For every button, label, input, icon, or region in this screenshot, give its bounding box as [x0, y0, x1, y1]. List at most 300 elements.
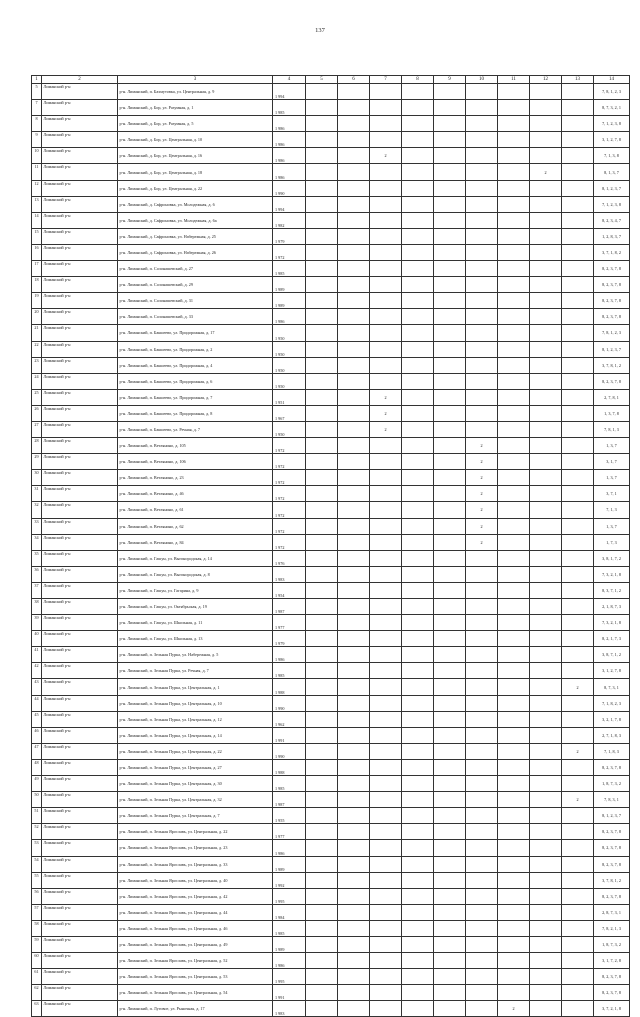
mark-cell-col-6: [338, 438, 370, 454]
mark-cell-col-6: [338, 727, 370, 743]
mark-cell-col-9: [434, 148, 466, 164]
mark-cell-col-8: [402, 550, 434, 566]
address-cell: р-н. Лиманский, д. Бор, ул. Центральная, д. 18: [118, 164, 273, 180]
row-number: 57: [32, 904, 42, 920]
mark-cell-col-5: [306, 196, 338, 212]
work-codes-cell: 1, 8, 7, 3, 2: [594, 936, 630, 952]
mark-cell-col-11: [498, 405, 530, 421]
district-cell: Лиманский р-н: [42, 373, 118, 389]
year-cell: 1 983: [273, 1001, 306, 1017]
mark-cell-col-10: 2: [466, 486, 498, 502]
mark-cell-col-7: [370, 566, 402, 582]
mark-cell-col-9: [434, 647, 466, 663]
mark-cell-col-5: [306, 599, 338, 615]
mark-cell-col-12: 2: [530, 164, 562, 180]
mark-cell-col-5: [306, 695, 338, 711]
table-row: [32, 953, 630, 969]
district-cell: Лиманский р-н: [42, 277, 118, 293]
year-cell: 1 951: [273, 389, 306, 405]
work-codes-cell: 2, 7, 1, 8, 3: [594, 727, 630, 743]
mark-cell-col-13: [562, 389, 594, 405]
row-number: 17: [32, 261, 42, 277]
mark-cell-col-11: [498, 759, 530, 775]
mark-cell-col-12: [530, 116, 562, 132]
mark-cell-col-7: [370, 261, 402, 277]
mark-cell-col-13: [562, 888, 594, 904]
mark-cell-col-8: [402, 615, 434, 631]
address-cell: р-н. Лиманский, п. Бахмутовка, ул. Центральная, д. 9: [118, 84, 273, 100]
table-row: [32, 679, 630, 695]
work-codes-cell: 8, 2, 3, 7, 8: [594, 293, 630, 309]
mark-cell-col-13: [562, 502, 594, 518]
row-number: 35: [32, 550, 42, 566]
work-codes-cell: 1, 8, 7, 3, 2: [594, 776, 630, 792]
mark-cell-col-10: [466, 615, 498, 631]
mark-cell-col-12: [530, 389, 562, 405]
mark-cell-col-7: [370, 920, 402, 936]
work-codes-cell: 3, 8, 7, 1, 2: [594, 647, 630, 663]
row-number: 23: [32, 357, 42, 373]
table-row: [32, 470, 630, 486]
table-row: [32, 936, 630, 952]
address-cell: р-н. Лиманский, д. Бор, ул. Разумная, д. 5: [118, 116, 273, 132]
mark-cell-col-10: [466, 824, 498, 840]
work-codes-cell: 8, 2, 3, 7, 8: [594, 840, 630, 856]
mark-cell-col-8: [402, 454, 434, 470]
work-codes-cell: 7, 1, 8, 2, 3: [594, 695, 630, 711]
mark-cell-col-11: [498, 856, 530, 872]
district-cell: Лиманский р-н: [42, 663, 118, 679]
row-number: 63: [32, 1001, 42, 1017]
row-number: 48: [32, 759, 42, 775]
table-row: [32, 904, 630, 920]
mark-cell-col-6: [338, 341, 370, 357]
mark-cell-col-11: [498, 743, 530, 759]
mark-cell-col-6: [338, 663, 370, 679]
work-codes-cell: 7, 3, 2, 1, 8: [594, 615, 630, 631]
mark-cell-col-7: [370, 470, 402, 486]
mark-cell-col-5: [306, 711, 338, 727]
column-header-2: 2: [42, 76, 118, 84]
mark-cell-col-5: [306, 743, 338, 759]
address-cell: р-н. Лиманский, д. Сафроновка, ул. Молодежная, д. 6: [118, 196, 273, 212]
year-cell: 1 972: [273, 454, 306, 470]
row-number: 38: [32, 599, 42, 615]
mark-cell-col-5: [306, 84, 338, 100]
address-cell: р-н. Лиманский, п. Бакшеево, ул. Придорожная, д. 8: [118, 405, 273, 421]
mark-cell-col-7: [370, 711, 402, 727]
address-cell: р-н. Лиманский, п. Зельная Ярославь, ул. Центральная, д. 46: [118, 920, 273, 936]
work-codes-cell: 8, 2, 3, 7, 8: [594, 309, 630, 325]
row-number: 53: [32, 840, 42, 856]
row-number: 54: [32, 856, 42, 872]
mark-cell-col-9: [434, 679, 466, 695]
mark-cell-col-8: [402, 582, 434, 598]
mark-cell-col-11: [498, 293, 530, 309]
mark-cell-col-8: [402, 711, 434, 727]
table-row: [32, 856, 630, 872]
mark-cell-col-6: [338, 566, 370, 582]
mark-cell-col-11: [498, 985, 530, 1001]
year-cell: 1 988: [273, 679, 306, 695]
address-cell: р-н. Лиманский, п. Гашун, ул. Школьная, д. 13: [118, 631, 273, 647]
mark-cell-col-9: [434, 454, 466, 470]
mark-cell-col-8: [402, 405, 434, 421]
table-row: [32, 792, 630, 808]
district-cell: Лиманский р-н: [42, 325, 118, 341]
mark-cell-col-9: [434, 357, 466, 373]
mark-cell-col-9: [434, 180, 466, 196]
mark-cell-col-11: [498, 920, 530, 936]
address-cell: р-н. Лиманский, п. Зельная Ярославь, ул. Центральная, д. 49: [118, 936, 273, 952]
mark-cell-col-7: [370, 599, 402, 615]
mark-cell-col-10: [466, 325, 498, 341]
mark-cell-col-6: [338, 647, 370, 663]
work-codes-cell: 8, 2, 3, 7, 8: [594, 277, 630, 293]
mark-cell-col-9: [434, 502, 466, 518]
column-header-10: 10: [466, 76, 498, 84]
mark-cell-col-12: [530, 84, 562, 100]
mark-cell-col-11: [498, 196, 530, 212]
mark-cell-col-13: [562, 920, 594, 936]
mark-cell-col-11: [498, 325, 530, 341]
row-number: 36: [32, 566, 42, 582]
mark-cell-col-9: [434, 116, 466, 132]
district-cell: Лиманский р-н: [42, 840, 118, 856]
mark-cell-col-5: [306, 840, 338, 856]
address-cell: р-н. Лиманский, д. Сафроновка, ул. Молодежная, д. 6а: [118, 212, 273, 228]
mark-cell-col-6: [338, 454, 370, 470]
mark-cell-col-10: [466, 116, 498, 132]
mark-cell-col-7: [370, 277, 402, 293]
mark-cell-col-8: [402, 985, 434, 1001]
district-cell: Лиманский р-н: [42, 953, 118, 969]
mark-cell-col-9: [434, 550, 466, 566]
district-cell: Лиманский р-н: [42, 518, 118, 534]
mark-cell-col-8: [402, 920, 434, 936]
mark-cell-col-5: [306, 920, 338, 936]
mark-cell-col-13: [562, 261, 594, 277]
address-cell: р-н. Лиманский, п. Зельная Ярославь, ул. Центральная, д. 22: [118, 824, 273, 840]
register-body: [32, 84, 630, 1017]
mark-cell-col-7: [370, 438, 402, 454]
address-cell: р-н. Лиманский, п. Ветлянино, д. 106: [118, 454, 273, 470]
row-number: 24: [32, 373, 42, 389]
mark-cell-col-10: [466, 1001, 498, 1017]
mark-cell-col-12: [530, 856, 562, 872]
address-cell: р-н. Лиманский, п. Бакшеево, ул. Придорожная, д. 2: [118, 341, 273, 357]
mark-cell-col-6: [338, 695, 370, 711]
mark-cell-col-9: [434, 792, 466, 808]
mark-cell-col-12: [530, 615, 562, 631]
mark-cell-col-6: [338, 631, 370, 647]
mark-cell-col-6: [338, 776, 370, 792]
work-codes-cell: 3, 1, 7, 2, 8: [594, 953, 630, 969]
mark-cell-col-11: [498, 647, 530, 663]
row-number: 51: [32, 808, 42, 824]
address-cell: р-н. Лиманский, п. Гашун, ул. Гагарина, д. 9: [118, 582, 273, 598]
mark-cell-col-11: [498, 389, 530, 405]
mark-cell-col-10: [466, 936, 498, 952]
work-codes-cell: 1, 3, 7: [594, 518, 630, 534]
mark-cell-col-11: [498, 550, 530, 566]
year-cell: 1 976: [273, 550, 306, 566]
mark-cell-col-9: [434, 261, 466, 277]
district-cell: Лиманский р-н: [42, 776, 118, 792]
mark-cell-col-12: [530, 341, 562, 357]
mark-cell-col-8: [402, 389, 434, 405]
mark-cell-col-8: [402, 759, 434, 775]
mark-cell-col-9: [434, 727, 466, 743]
mark-cell-col-12: [530, 792, 562, 808]
row-number: 61: [32, 969, 42, 985]
table-row: [32, 550, 630, 566]
mark-cell-col-6: [338, 759, 370, 775]
mark-cell-col-11: [498, 904, 530, 920]
mark-cell-col-5: [306, 727, 338, 743]
mark-cell-col-8: [402, 244, 434, 260]
mark-cell-col-13: [562, 518, 594, 534]
year-cell: 1 987: [273, 792, 306, 808]
mark-cell-col-5: [306, 100, 338, 116]
address-cell: р-н. Лиманский, п. Солонашевский, д. 27: [118, 261, 273, 277]
mark-cell-col-9: [434, 695, 466, 711]
mark-cell-col-7: [370, 953, 402, 969]
mark-cell-col-10: [466, 647, 498, 663]
work-codes-cell: 7, 8, 1, 2, 3: [594, 84, 630, 100]
mark-cell-col-11: [498, 421, 530, 437]
mark-cell-col-6: [338, 164, 370, 180]
table-row: [32, 277, 630, 293]
address-cell: р-н. Лиманский, п. Гашун, ул. Выгонородская, д. 8: [118, 566, 273, 582]
year-cell: 1 979: [273, 228, 306, 244]
mark-cell-col-8: [402, 888, 434, 904]
mark-cell-col-8: [402, 341, 434, 357]
mark-cell-col-9: [434, 309, 466, 325]
table-row: [32, 920, 630, 936]
table-row: [32, 180, 630, 196]
work-codes-cell: 3, 7, 1, 8, 2: [594, 244, 630, 260]
address-cell: р-н. Лиманский, п. Зельная Пурка, ул. Центральная, д. 7: [118, 808, 273, 824]
mark-cell-col-5: [306, 309, 338, 325]
mark-cell-col-8: [402, 293, 434, 309]
mark-cell-col-13: 2: [562, 679, 594, 695]
district-cell: Лиманский р-н: [42, 792, 118, 808]
mark-cell-col-7: [370, 647, 402, 663]
mark-cell-col-10: [466, 212, 498, 228]
mark-cell-col-6: [338, 100, 370, 116]
mark-cell-col-12: [530, 953, 562, 969]
mark-cell-col-5: [306, 856, 338, 872]
mark-cell-col-12: [530, 776, 562, 792]
district-cell: Лиманский р-н: [42, 502, 118, 518]
mark-cell-col-9: [434, 808, 466, 824]
row-number: 50: [32, 792, 42, 808]
table-row: [32, 261, 630, 277]
mark-cell-col-9: [434, 277, 466, 293]
mark-cell-col-8: [402, 502, 434, 518]
mark-cell-col-11: [498, 936, 530, 952]
mark-cell-col-7: [370, 84, 402, 100]
mark-cell-col-7: [370, 180, 402, 196]
address-cell: р-н. Лиманский, д. Бор, ул. Разумная, д. 1: [118, 100, 273, 116]
mark-cell-col-13: [562, 486, 594, 502]
mark-cell-col-5: [306, 679, 338, 695]
mark-cell-col-9: [434, 164, 466, 180]
mark-cell-col-9: [434, 470, 466, 486]
mark-cell-col-7: [370, 936, 402, 952]
row-number: 59: [32, 936, 42, 952]
mark-cell-col-9: [434, 341, 466, 357]
mark-cell-col-8: [402, 727, 434, 743]
row-number: 62: [32, 985, 42, 1001]
district-cell: Лиманский р-н: [42, 357, 118, 373]
mark-cell-col-12: [530, 180, 562, 196]
mark-cell-col-10: [466, 776, 498, 792]
mark-cell-col-9: [434, 920, 466, 936]
row-number: 41: [32, 647, 42, 663]
row-number: 7: [32, 100, 42, 116]
mark-cell-col-5: [306, 261, 338, 277]
mark-cell-col-11: [498, 341, 530, 357]
address-cell: р-н. Лиманский, п. Бакшеево, ул. Придорожная, д. 6: [118, 373, 273, 389]
row-number: 39: [32, 615, 42, 631]
mark-cell-col-6: [338, 872, 370, 888]
mark-cell-col-11: [498, 776, 530, 792]
table-row: [32, 373, 630, 389]
mark-cell-col-9: [434, 856, 466, 872]
district-cell: Лиманский р-н: [42, 293, 118, 309]
address-cell: р-н. Лиманский, п. Зельная Ярославь, ул. Центральная, д. 42: [118, 888, 273, 904]
district-cell: Лиманский р-н: [42, 534, 118, 550]
row-number: 43: [32, 679, 42, 695]
table-row: [32, 663, 630, 679]
mark-cell-col-11: [498, 792, 530, 808]
mark-cell-col-12: [530, 212, 562, 228]
mark-cell-col-9: [434, 776, 466, 792]
mark-cell-col-12: [530, 566, 562, 582]
table-row: [32, 743, 630, 759]
mark-cell-col-12: [530, 920, 562, 936]
mark-cell-col-8: [402, 566, 434, 582]
work-codes-cell: 7, 8, 2, 1, 3: [594, 920, 630, 936]
row-number: 31: [32, 486, 42, 502]
address-cell: р-н. Лиманский, д. Сафроновка, ул. Набережная, д. 26: [118, 244, 273, 260]
mark-cell-col-9: [434, 904, 466, 920]
mark-cell-col-11: [498, 502, 530, 518]
mark-cell-col-13: [562, 985, 594, 1001]
district-cell: Лиманский р-н: [42, 969, 118, 985]
work-codes-cell: 8, 2, 1, 7, 3: [594, 631, 630, 647]
row-number: 8: [32, 116, 42, 132]
column-header-3: 3: [118, 76, 273, 84]
mark-cell-col-10: [466, 792, 498, 808]
table-row: [32, 132, 630, 148]
mark-cell-col-11: [498, 486, 530, 502]
table-row: [32, 389, 630, 405]
mark-cell-col-12: [530, 631, 562, 647]
mark-cell-col-13: [562, 856, 594, 872]
mark-cell-col-13: [562, 550, 594, 566]
mark-cell-col-13: [562, 582, 594, 598]
mark-cell-col-12: [530, 405, 562, 421]
mark-cell-col-8: [402, 228, 434, 244]
table-row: [32, 711, 630, 727]
mark-cell-col-10: [466, 180, 498, 196]
mark-cell-col-9: [434, 84, 466, 100]
mark-cell-col-12: [530, 277, 562, 293]
year-cell: 1 987: [273, 599, 306, 615]
mark-cell-col-13: [562, 293, 594, 309]
table-row: [32, 599, 630, 615]
work-codes-cell: 7, 1, 2, 3, 8: [594, 116, 630, 132]
mark-cell-col-8: [402, 792, 434, 808]
table-row: [32, 759, 630, 775]
work-codes-cell: 7, 1, 3: [594, 502, 630, 518]
district-cell: Лиманский р-н: [42, 695, 118, 711]
mark-cell-col-9: [434, 599, 466, 615]
year-cell: 1 950: [273, 421, 306, 437]
mark-cell-col-11: [498, 824, 530, 840]
mark-cell-col-12: [530, 969, 562, 985]
address-cell: р-н. Лиманский, п. Зельная Пурка, ул. Центральная, д. 27: [118, 759, 273, 775]
table-row: [32, 615, 630, 631]
table-row: [32, 566, 630, 582]
year-cell: 1 983: [273, 566, 306, 582]
column-header-8: 8: [402, 76, 434, 84]
mark-cell-col-9: [434, 872, 466, 888]
table-row: [32, 486, 630, 502]
mark-cell-col-9: [434, 615, 466, 631]
mark-cell-col-11: [498, 566, 530, 582]
mark-cell-col-8: [402, 743, 434, 759]
mark-cell-col-5: [306, 502, 338, 518]
mark-cell-col-10: [466, 872, 498, 888]
mark-cell-col-9: [434, 663, 466, 679]
mark-cell-col-10: [466, 405, 498, 421]
table-row: [32, 212, 630, 228]
mark-cell-col-5: [306, 518, 338, 534]
row-number: 33: [32, 518, 42, 534]
mark-cell-col-11: [498, 438, 530, 454]
mark-cell-col-10: [466, 663, 498, 679]
mark-cell-col-7: [370, 293, 402, 309]
work-codes-cell: 3, 1, 7: [594, 454, 630, 470]
mark-cell-col-8: [402, 872, 434, 888]
work-codes-cell: 2, 1, 8, 7, 3: [594, 599, 630, 615]
mark-cell-col-10: [466, 148, 498, 164]
mark-cell-col-6: [338, 743, 370, 759]
row-number: 46: [32, 727, 42, 743]
mark-cell-col-13: [562, 228, 594, 244]
row-number: 20: [32, 309, 42, 325]
mark-cell-col-13: [562, 438, 594, 454]
district-cell: Лиманский р-н: [42, 743, 118, 759]
mark-cell-col-10: [466, 132, 498, 148]
address-cell: р-н. Лиманский, п. Луговое, ул. Рыночная, д. 17: [118, 1001, 273, 1017]
mark-cell-col-9: [434, 631, 466, 647]
table-row: [32, 808, 630, 824]
table-row: [32, 164, 630, 180]
address-cell: р-н. Лиманский, п. Ветлянино, д. 46: [118, 486, 273, 502]
mark-cell-col-8: [402, 1001, 434, 1017]
mark-cell-col-12: [530, 759, 562, 775]
work-codes-cell: 1, 2, 8, 3, 7: [594, 228, 630, 244]
mark-cell-col-7: 2: [370, 421, 402, 437]
mark-cell-col-12: [530, 663, 562, 679]
mark-cell-col-6: [338, 599, 370, 615]
mark-cell-col-9: [434, 840, 466, 856]
